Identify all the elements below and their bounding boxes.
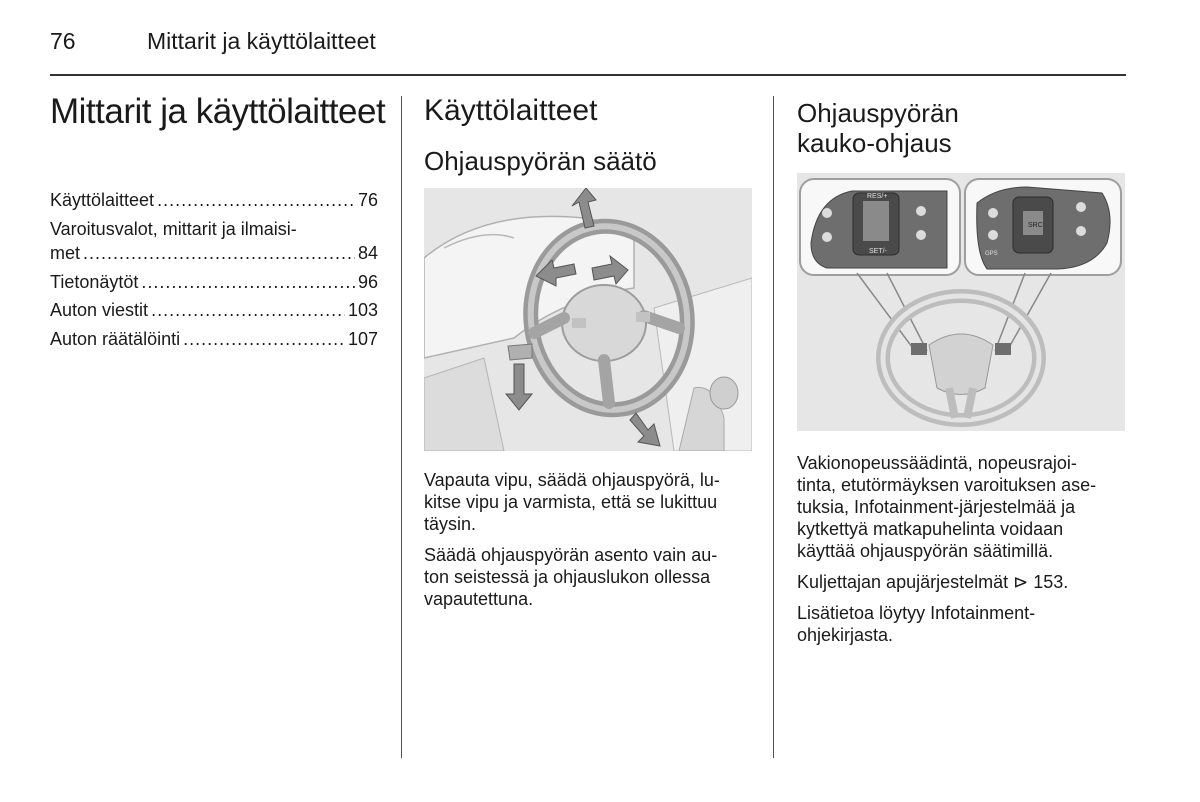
- title-line: kauko-ohjaus: [797, 128, 952, 158]
- page-number: 76: [50, 28, 76, 54]
- toc-page: 84: [357, 243, 378, 263]
- src-label: SRC: [1028, 222, 1043, 229]
- table-of-contents: [50, 188, 378, 355]
- toc-entry[interactable]: [50, 327, 378, 352]
- toc-entry[interactable]: [50, 188, 378, 213]
- text-line: ohjekirjasta.: [797, 625, 894, 645]
- steering-wheel-controls-illustration: [797, 173, 1125, 431]
- toc-entry[interactable]: [50, 298, 378, 323]
- text-line: ton seistessä ja ohjauslukon ollessa: [424, 567, 711, 587]
- paragraph-1: [797, 452, 1127, 562]
- text-line: käyttää ohjauspyörän säätimillä.: [797, 541, 1054, 561]
- text-line: Säädä ohjauspyörän asento vain au-: [424, 545, 718, 565]
- toc-label-line1: Varoitusvalot, mittarit ja ilmaisi-: [50, 218, 297, 239]
- toc-page: 107: [347, 328, 378, 349]
- text-line: Lisätietoa löytyy Infotainment-: [797, 603, 1036, 623]
- running-header-title: Mittarit ja käyttölaitteet: [147, 28, 376, 54]
- toc-page: 103: [347, 300, 378, 320]
- paragraph-3: [797, 602, 1127, 646]
- column-divider-1: [401, 96, 402, 758]
- text-line: Vakionopeussäädintä, nopeusrajoi-: [797, 453, 1077, 473]
- text-line: tinta, etutörmäyksen varoituksen ase-: [797, 475, 1097, 495]
- section-title: Käyttölaitteet: [424, 94, 598, 127]
- text-line: vapautettuna.: [424, 589, 534, 609]
- text-line: täysin.: [424, 514, 477, 534]
- paragraph-2: [424, 544, 754, 610]
- column-divider-2: [773, 96, 774, 758]
- res-label: RES/+: [867, 193, 888, 200]
- section2-title: [797, 98, 1127, 158]
- toc-label: Käyttölaitteet: [50, 190, 155, 210]
- cross-reference-link[interactable]: [797, 571, 1127, 593]
- text-line: Vapauta vipu, säädä ohjauspyörä, lu-: [424, 470, 720, 490]
- toc-label: met: [50, 243, 81, 263]
- section-subtitle: Ohjauspyörän säätö: [424, 146, 657, 176]
- section-body: [424, 469, 754, 619]
- toc-label: Auton räätälöinti: [50, 328, 181, 349]
- toc-page: 76: [357, 190, 378, 210]
- toc-entry[interactable]: [50, 270, 378, 295]
- chapter-title: Mittarit ja käyttölaitteet: [50, 92, 386, 131]
- toc-page: 96: [357, 271, 378, 292]
- gps-label: GPS: [985, 251, 998, 257]
- toc-label: Tietonäytöt: [50, 271, 139, 292]
- title-line: Ohjauspyörän: [797, 98, 959, 128]
- section2-body: [797, 452, 1127, 655]
- text-line: kitse vipu ja varmista, että se lukittuu: [424, 492, 718, 512]
- steering-adjustment-illustration: [424, 188, 752, 451]
- set-label: SET/-: [869, 248, 887, 255]
- header-rule: [50, 74, 1126, 76]
- toc-label: Auton viestit: [50, 300, 149, 320]
- text-line: kytkettyä matkapuhelinta voidaan: [797, 519, 1064, 539]
- text-line: Kuljettajan apujärjestelmät ⊳ 153.: [797, 572, 1069, 592]
- text-line: tuksia, Infotainment-järjestelmää ja: [797, 497, 1076, 517]
- toc-entry[interactable]: [50, 217, 378, 266]
- paragraph-1: [424, 469, 754, 535]
